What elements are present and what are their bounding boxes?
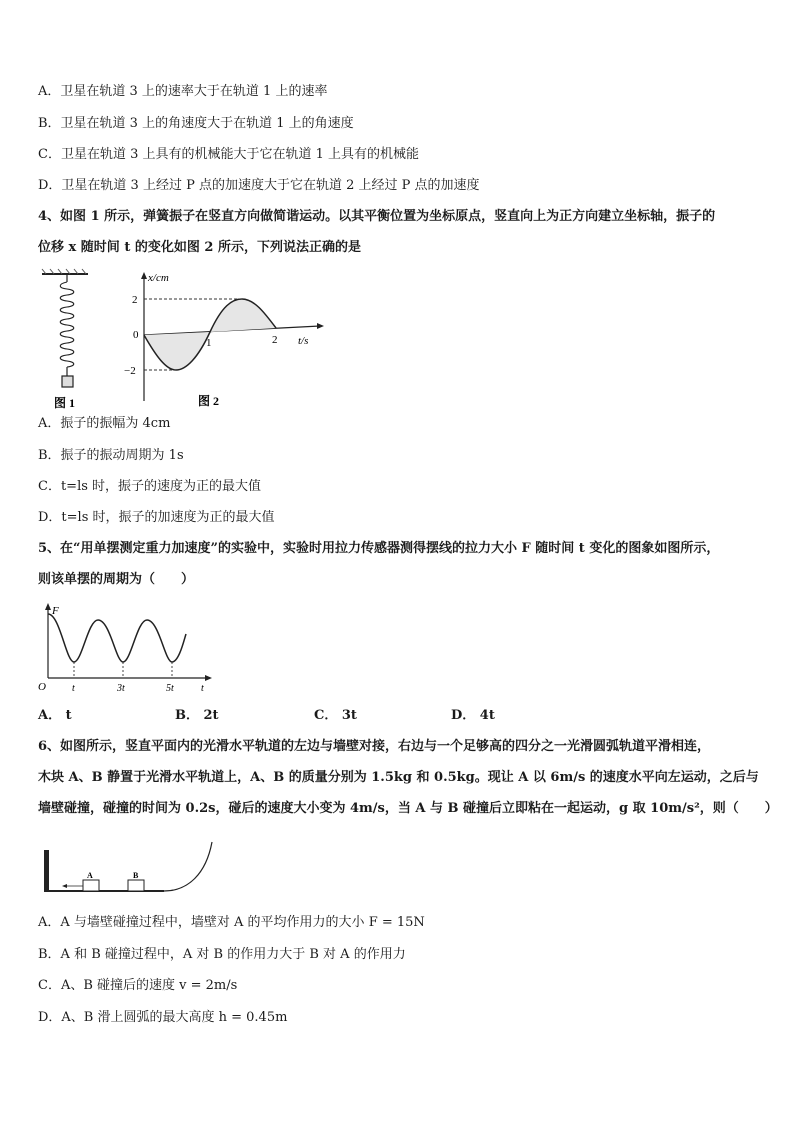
q3-option-b: B．卫星在轨道 3 上的角速度大于在轨道 1 上的角速度 [38,116,354,131]
q5-option-c: C． 3t [314,708,357,723]
q3-option-c: C．卫星在轨道 3 上具有的机械能大于它在轨道 1 上具有的机械能 [38,147,420,162]
spring-figure [42,269,88,410]
ft-curve [48,614,186,662]
arc-track [164,842,212,891]
q6-option-a: A．A 与墙壁碰撞过程中，墙壁对 A 的平均作用力的大小 F = 15N [38,915,425,930]
q4-option-a: A．振子的振幅为 4cm [38,416,171,431]
ft-tick-3t: 3t [117,683,125,694]
wall [44,850,49,892]
q5-stem-line1: 5、在“用单摆测定重力加速度”的实验中，实验时用拉力传感器测得摆线的拉力大小 F 随时间 t 变化的图象如图所示， [38,541,720,556]
xt-tick-y-pos: 2 [132,294,138,306]
q6-track-figure [40,838,220,896]
xt-x-axis-label: t/s [298,335,309,347]
ft-origin: O [38,681,46,693]
ft-y-axis-label: F [52,605,59,617]
block-a-label: A [87,871,93,880]
block-b-label: B [133,871,139,880]
q6-stem-line3: 墙壁碰撞，碰撞的时间为 0.2s，碰后的速度大小变为 4m/s，当 A 与 B 碰撞后立即粘在一起运动，g 取 10m/s²，则（ ） [38,801,778,816]
spring-coil [60,282,74,367]
oscillator-block [62,376,73,387]
q3-option-d: D．卫星在轨道 3 上经过 P 点的加速度大于它在轨道 2 上经过 P 点的加速度 [38,178,480,193]
q6-stem-line2: 木块 A、B 静置于光滑水平轨道上，A、B 的质量分别为 1.5kg 和 0.5kg。现让 A 以 6m/s 的速度水平向左运动，之后与 [38,770,759,785]
xt-graph [124,272,324,408]
xt-tick-y-neg: −2 [124,365,136,377]
q4-option-d: D．t=ls 时，振子的加速度为正的最大值 [38,510,275,525]
q6-option-d: D．A、B 滑上圆弧的最大高度 h = 0.45m [38,1010,288,1025]
xt-y-axis-label: x/cm [148,272,169,284]
xt-tick-origin: 0 [133,329,139,341]
q4-stem-line1: 4、如图 1 所示，弹簧振子在竖直方向做简谐运动。以其平衡位置为坐标原点，竖直向上为正方向建立坐标轴，振子的 [38,209,716,224]
q5-options-row [38,708,738,724]
ft-tick-5t: 5t [166,683,174,694]
block-b [128,880,144,891]
q6-option-c: C．A、B 碰撞后的速度 v = 2m/s [38,978,238,993]
fig1-label: 图 1 [54,396,76,410]
q3-option-a: A．卫星在轨道 3 上的速率大于在轨道 1 上的速率 [38,84,328,99]
q6-option-b: B．A 和 B 碰撞过程中，A 对 B 的作用力大于 B 对 A 的作用力 [38,947,406,962]
q4-option-b: B．振子的振动周期为 1s [38,448,184,463]
q4-stem-line2: 位移 x 随时间 t 的变化如图 2 所示，下列说法正确的是 [38,240,361,255]
ft-x-axis-label: t [201,683,204,694]
q5-stem-line2: 则该单摆的周期为（ ） [38,572,195,587]
fig2-label: 图 2 [198,394,220,408]
q4-figures [36,266,326,412]
q5-option-d: D． 4t [451,708,495,723]
ft-tick-t: t [72,683,75,694]
block-a [83,880,99,891]
xt-tick-x1: 1 [206,337,212,349]
q6-stem-line1: 6、如图所示，竖直平面内的光滑水平轨道的左边与墙壁对接，右边与一个足够高的四分之一光滑圆弧轨道平滑相连， [38,739,711,754]
q4-option-c: C．t=ls 时，振子的速度为正的最大值 [38,479,262,494]
xt-tick-x2: 2 [272,334,278,346]
q5-option-a: A． t [38,708,72,723]
q5-ft-graph [36,600,216,696]
q5-option-b: B． 2t [175,708,219,723]
